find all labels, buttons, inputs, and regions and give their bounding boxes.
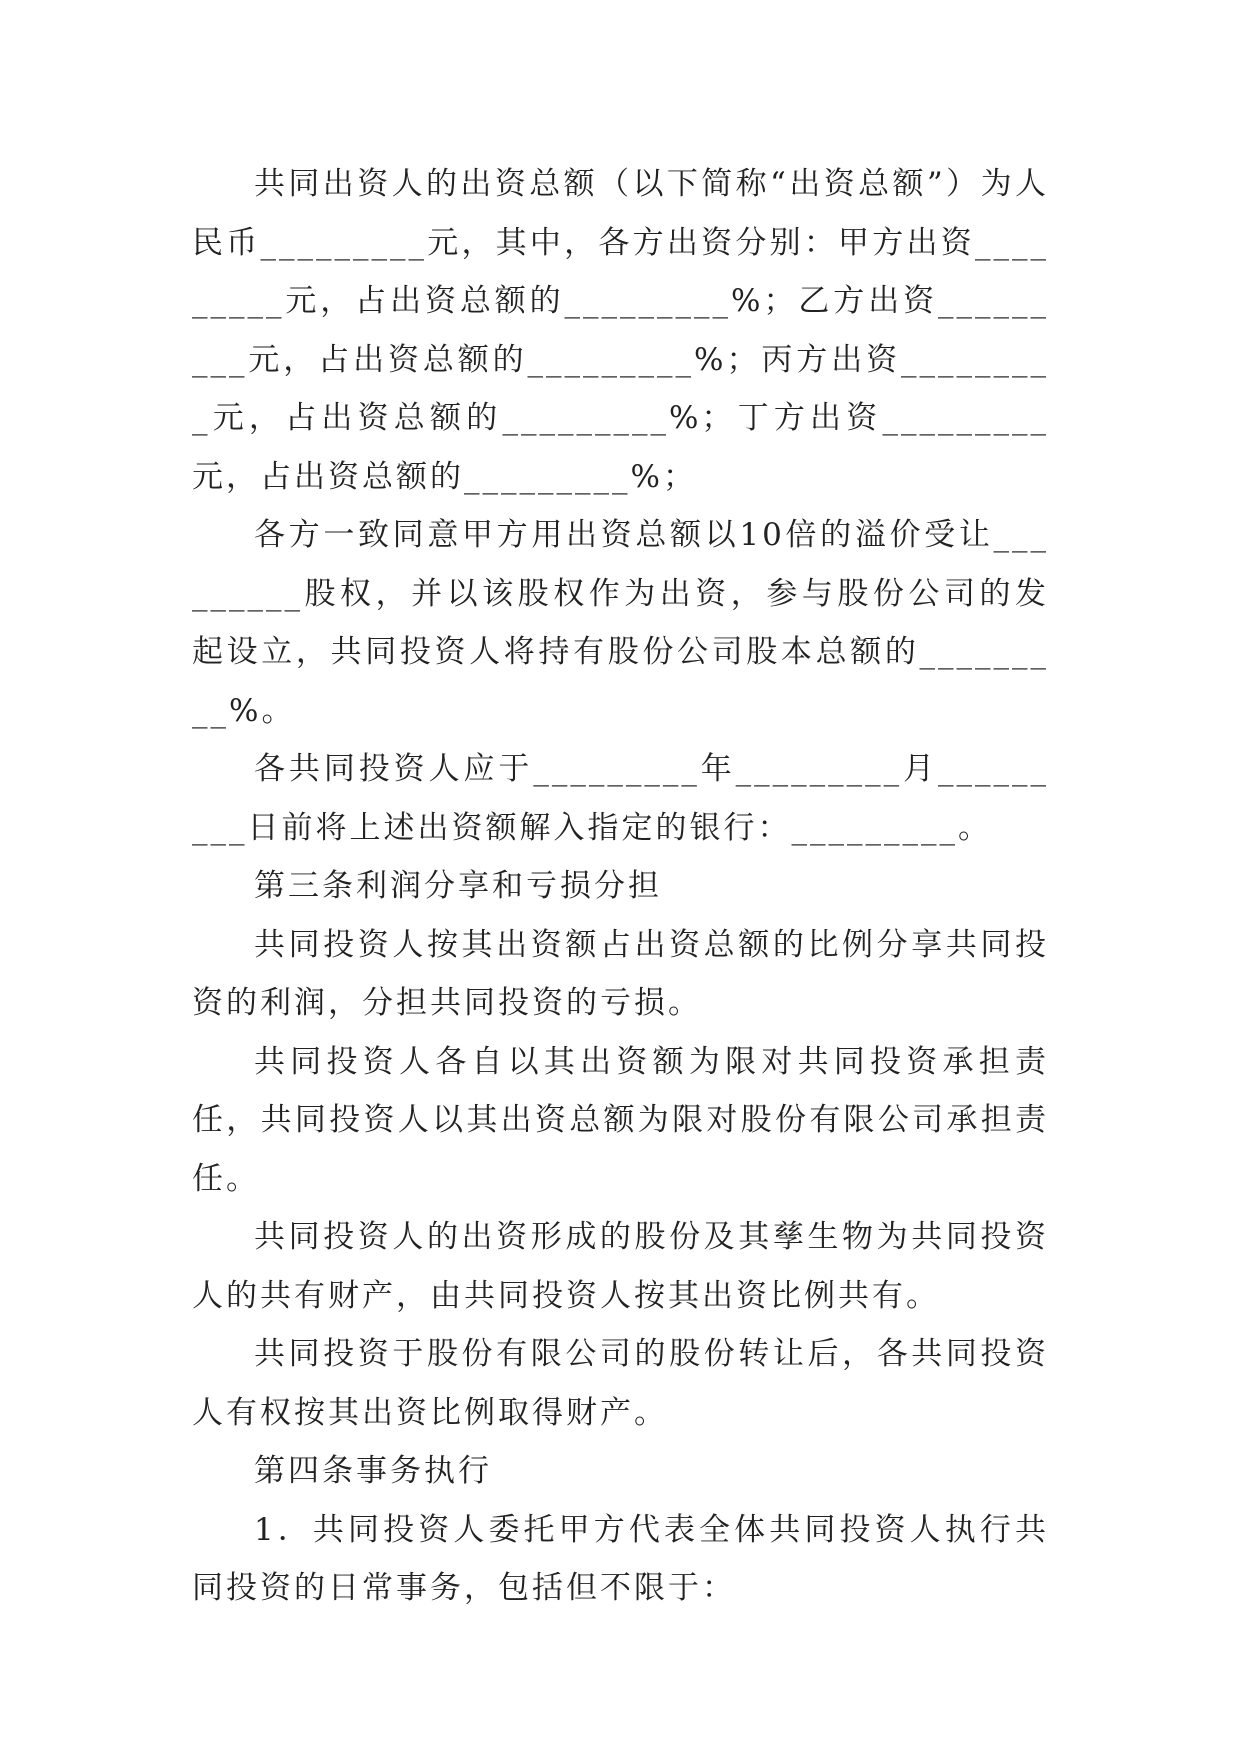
paragraph-common-property: 共同投资人的出资形成的股份及其孳生物为共同投资人的共有财产，由共同投资人按其出资比例共有。 xyxy=(192,1219,1049,1314)
paragraph-payment-deadline: 各共同投资人应于_________年_________月_________日前将上述出资额解入指定的银行：_________。 xyxy=(192,751,1049,846)
paragraph-share-transfer: 共同投资于股份有限公司的股份转让后，各共同投资人有权按其出资比例取得财产。 xyxy=(192,1336,1049,1431)
heading-article-3: 第三条利润分享和亏损分担 xyxy=(254,868,662,904)
paragraph-affairs-execution: 1．共同投资人委托甲方代表全体共同投资人执行共同投资的日常事务，包括但不限于： xyxy=(192,1511,1049,1606)
paragraph-capital-contribution: 共同出资人的出资总额（以下简称“出资总额”）为人民币_________元，其中，各方出资分别：甲方出资_________元，占出资总额的_________%；乙方出资_________元，占出资总额的_________%；丙方出资_________元，占出资总额的_________%；丁方出资_________元，占出资总额的_________%； xyxy=(192,166,1049,495)
document-body xyxy=(192,155,1049,1618)
paragraph-profit-sharing: 共同投资人按其出资额占出资总额的比例分享共同投资的利润，分担共同投资的亏损。 xyxy=(192,926,1049,1021)
paragraph-premium-transfer: 各方一致同意甲方用出资总额以10倍的溢价受让_________股权，并以该股权作为出资，参与股份公司的发起设立，共同投资人将持有股份公司股本总额的_________%。 xyxy=(192,517,1049,729)
heading-article-4: 第四条事务执行 xyxy=(254,1453,492,1489)
paragraph-liability: 共同投资人各自以其出资额为限对共同投资承担责任，共同投资人以其出资总额为限对股份有限公司承担责任。 xyxy=(192,1043,1049,1197)
